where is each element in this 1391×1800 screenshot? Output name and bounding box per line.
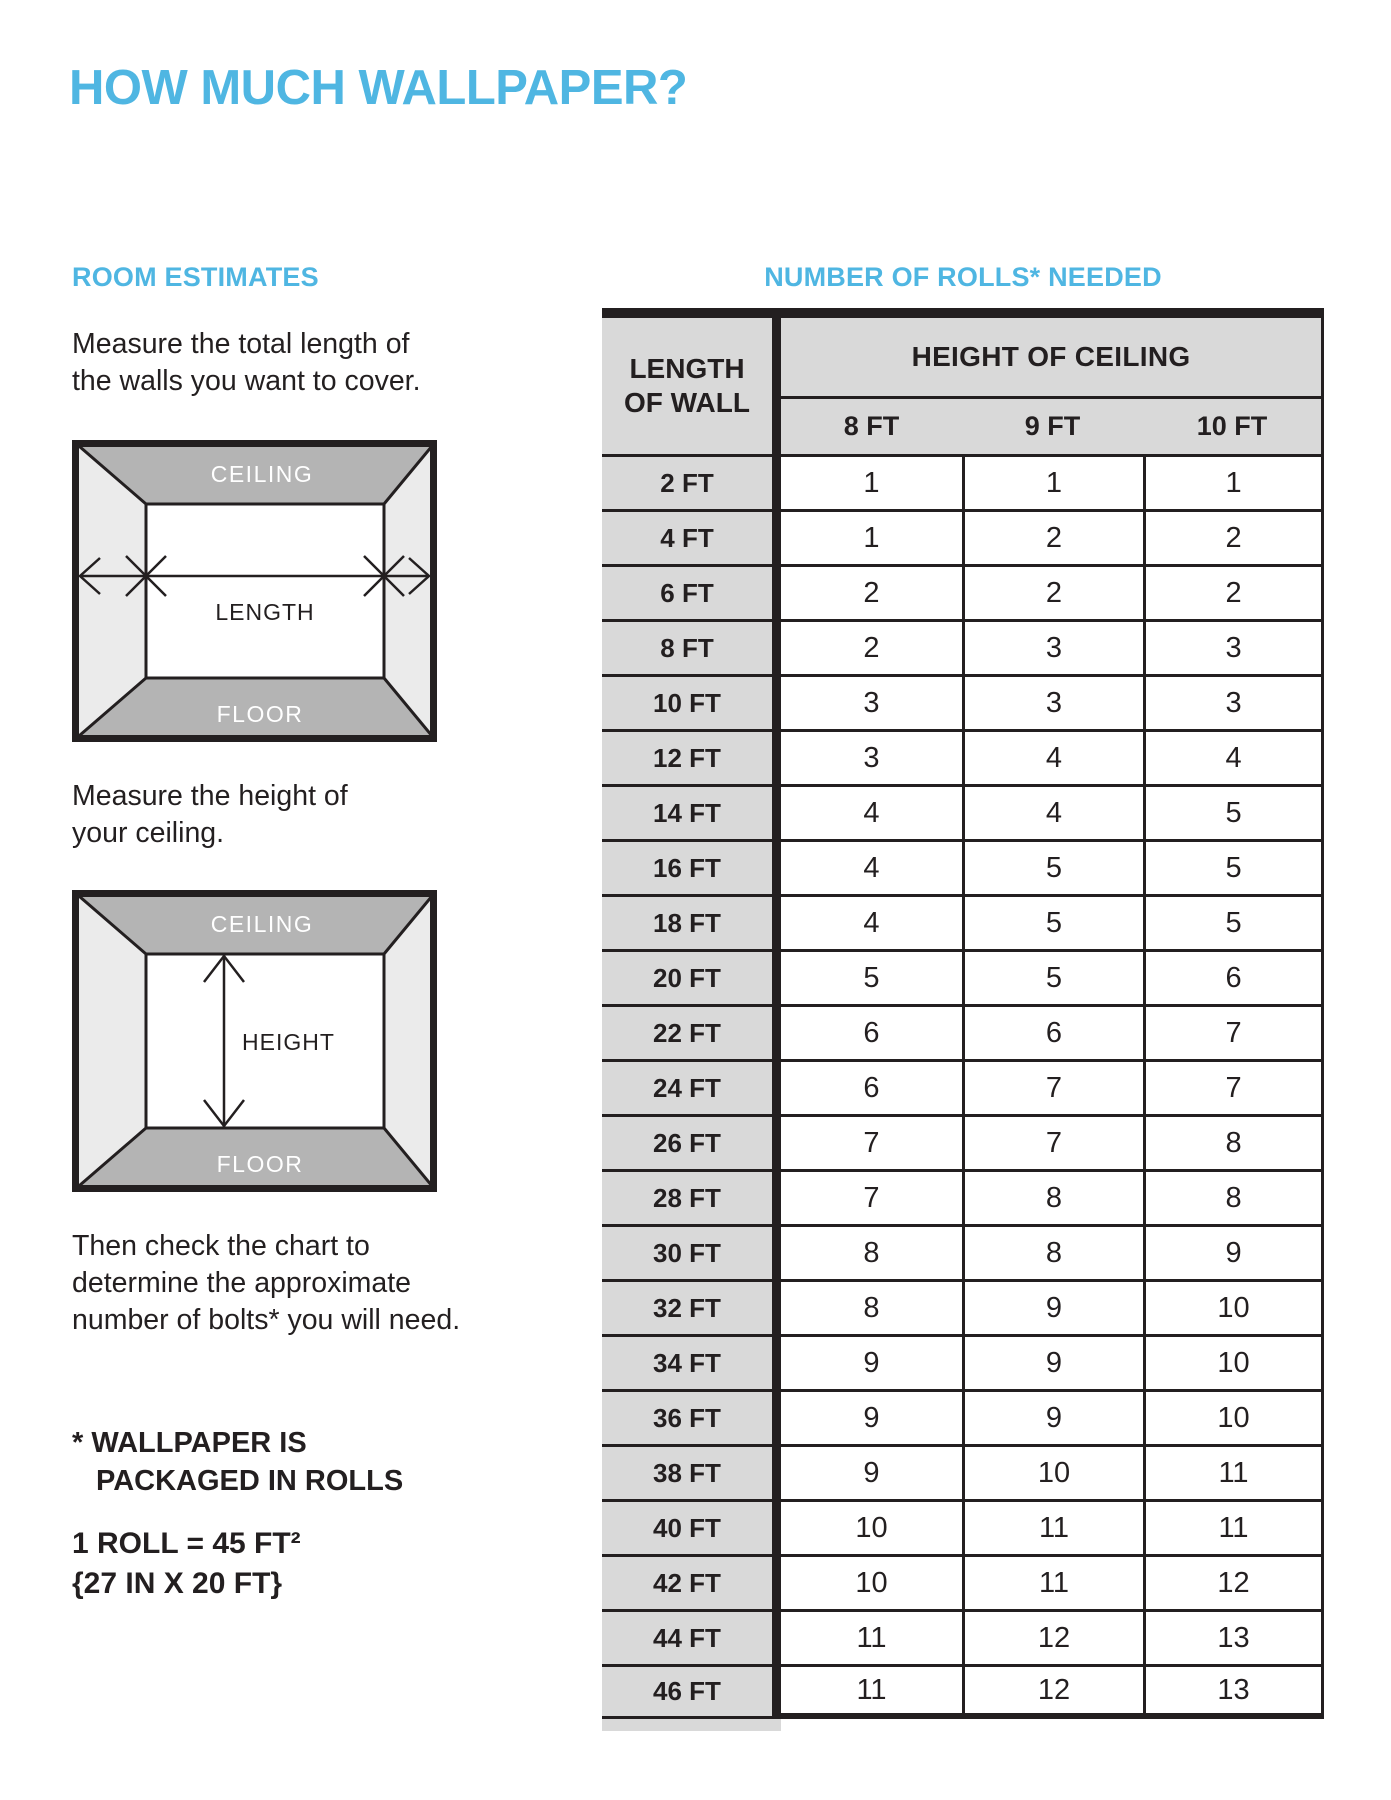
table-row — [602, 839, 1324, 894]
row-axis-header — [602, 318, 781, 454]
page-title: HOW MUCH WALLPAPER? — [69, 61, 688, 115]
rolls-value: 5 — [1143, 784, 1324, 839]
table-row — [602, 1059, 1324, 1114]
col-header-8ft: 8 FT — [781, 399, 962, 454]
table-body — [602, 454, 1324, 1719]
room-diagram-length — [72, 440, 437, 742]
rolls-value: 3 — [1143, 674, 1324, 729]
room-diagram-height — [72, 890, 437, 1192]
rolls-value: 13 — [1143, 1609, 1324, 1664]
instruction-step-1 — [72, 326, 421, 400]
rolls-value: 5 — [781, 949, 962, 1004]
table-row — [602, 894, 1324, 949]
rolls-value: 3 — [781, 729, 962, 784]
row-label: 6 FT — [602, 564, 781, 619]
rolls-value: 11 — [781, 1609, 962, 1664]
row-label: 44 FT — [602, 1609, 781, 1664]
rolls-value: 9 — [962, 1279, 1143, 1334]
rolls-value: 11 — [1143, 1444, 1324, 1499]
row-label: 38 FT — [602, 1444, 781, 1499]
instruction-step-2-line-1: Measure the height of — [72, 780, 348, 812]
length-measure-label: LENGTH — [215, 599, 315, 625]
row-label: 40 FT — [602, 1499, 781, 1554]
rolls-value: 9 — [781, 1444, 962, 1499]
rolls-value: 8 — [962, 1169, 1143, 1224]
rolls-value: 8 — [781, 1279, 962, 1334]
rolls-value: 12 — [962, 1664, 1143, 1719]
rolls-value: 4 — [962, 784, 1143, 839]
table-row — [602, 1279, 1324, 1334]
instruction-step-3-line-2: determine the approximate — [72, 1267, 412, 1299]
rolls-value: 7 — [1143, 1004, 1324, 1059]
rolls-value: 10 — [1143, 1389, 1324, 1444]
rolls-value: 3 — [962, 619, 1143, 674]
rolls-value: 8 — [781, 1224, 962, 1279]
row-label: 22 FT — [602, 1004, 781, 1059]
rolls-value: 1 — [962, 454, 1143, 509]
rolls-value: 2 — [962, 509, 1143, 564]
row-label: 16 FT — [602, 839, 781, 894]
instruction-step-2-line-2: your ceiling. — [72, 817, 225, 849]
table-row — [602, 1389, 1324, 1444]
row-label: 28 FT — [602, 1169, 781, 1224]
row-label: 18 FT — [602, 894, 781, 949]
rolls-value: 9 — [781, 1389, 962, 1444]
row-label: 36 FT — [602, 1389, 781, 1444]
rolls-value: 7 — [781, 1114, 962, 1169]
row-label: 10 FT — [602, 674, 781, 729]
height-measure-label: HEIGHT — [242, 1029, 335, 1055]
row-label: 26 FT — [602, 1114, 781, 1169]
rolls-value: 4 — [781, 839, 962, 894]
rolls-value: 4 — [781, 784, 962, 839]
ceiling-label: CEILING — [210, 461, 314, 487]
rolls-value: 9 — [781, 1334, 962, 1389]
rolls-value: 8 — [962, 1224, 1143, 1279]
row-label: 4 FT — [602, 509, 781, 564]
row-label: 30 FT — [602, 1224, 781, 1279]
rolls-value: 2 — [781, 619, 962, 674]
rolls-value: 6 — [781, 1004, 962, 1059]
section-heading-rolls-needed: NUMBER OF ROLLS* NEEDED — [764, 262, 1162, 292]
table-row — [602, 509, 1324, 564]
rolls-value: 8 — [1143, 1114, 1324, 1169]
table-row — [602, 1169, 1324, 1224]
row-label: 46 FT — [602, 1664, 781, 1719]
rolls-value: 7 — [962, 1114, 1143, 1169]
col-header-9ft: 9 FT — [962, 399, 1143, 454]
table-row — [602, 674, 1324, 729]
rolls-value: 3 — [1143, 619, 1324, 674]
row-label: 32 FT — [602, 1279, 781, 1334]
rolls-value: 1 — [781, 509, 962, 564]
rolls-value: 7 — [962, 1059, 1143, 1114]
floor-label: FLOOR — [216, 1151, 304, 1177]
rolls-value: 2 — [1143, 564, 1324, 619]
instruction-step-1-line-2: the walls you want to cover. — [72, 365, 421, 397]
rolls-value: 5 — [962, 839, 1143, 894]
rolls-value: 11 — [962, 1554, 1143, 1609]
col-header-10ft: 10 FT — [1143, 399, 1324, 454]
table-row — [602, 1224, 1324, 1279]
wallpaper-rolls-footnote — [72, 1424, 403, 1500]
footnote-line-1: * WALLPAPER IS — [72, 1427, 307, 1459]
rolls-value: 10 — [962, 1444, 1143, 1499]
table-row — [602, 1334, 1324, 1389]
header-row-1 — [602, 318, 1324, 399]
row-label: 24 FT — [602, 1059, 781, 1114]
row-label: 42 FT — [602, 1554, 781, 1609]
instruction-step-3-line-1: Then check the chart to — [72, 1230, 370, 1262]
room-back-wall-face — [146, 504, 384, 678]
instruction-step-3-line-3: number of bolts* you will need. — [72, 1304, 461, 1336]
rolls-value: 1 — [1143, 454, 1324, 509]
rolls-value: 5 — [962, 894, 1143, 949]
table-row — [602, 564, 1324, 619]
floor-label: FLOOR — [216, 701, 304, 727]
rolls-value: 7 — [781, 1169, 962, 1224]
rolls-value: 4 — [962, 729, 1143, 784]
rolls-value: 9 — [1143, 1224, 1324, 1279]
table-row — [602, 1609, 1324, 1664]
roll-size-spec — [72, 1524, 301, 1604]
rolls-value: 10 — [1143, 1279, 1324, 1334]
row-label: 20 FT — [602, 949, 781, 1004]
rolls-value: 2 — [962, 564, 1143, 619]
rolls-value: 5 — [1143, 894, 1324, 949]
table-row — [602, 619, 1324, 674]
rolls-value: 5 — [962, 949, 1143, 1004]
ceiling-label: CEILING — [210, 911, 314, 937]
rolls-value: 4 — [781, 894, 962, 949]
row-axis-header-line-1: LENGTH — [629, 353, 745, 384]
table-row — [602, 454, 1324, 509]
section-heading-room-estimates: ROOM ESTIMATES — [72, 262, 319, 292]
row-label: 34 FT — [602, 1334, 781, 1389]
table-row — [602, 949, 1324, 1004]
rolls-value: 13 — [1143, 1664, 1324, 1719]
table-row — [602, 1004, 1324, 1059]
rolls-value: 10 — [781, 1554, 962, 1609]
rolls-value: 11 — [1143, 1499, 1324, 1554]
row-label: 12 FT — [602, 729, 781, 784]
rolls-value: 3 — [962, 674, 1143, 729]
rolls-value: 10 — [781, 1499, 962, 1554]
rolls-needed-table — [602, 308, 1324, 1719]
rolls-value: 2 — [781, 564, 962, 619]
table-row — [602, 784, 1324, 839]
rolls-value: 2 — [1143, 509, 1324, 564]
rolls-value: 11 — [962, 1499, 1143, 1554]
table-row — [602, 1664, 1324, 1719]
rolls-value: 12 — [962, 1609, 1143, 1664]
rolls-value: 11 — [781, 1664, 962, 1719]
rolls-value: 9 — [962, 1389, 1143, 1444]
rolls-value: 8 — [1143, 1169, 1324, 1224]
row-label: 2 FT — [602, 454, 781, 509]
instruction-step-1-line-1: Measure the total length of — [72, 328, 410, 360]
table-row — [602, 1499, 1324, 1554]
roll-size-line-1: 1 ROLL = 45 FT² — [72, 1527, 301, 1560]
rolls-value: 12 — [1143, 1554, 1324, 1609]
table-row — [602, 729, 1324, 784]
rolls-value: 7 — [1143, 1059, 1324, 1114]
table-row — [602, 1554, 1324, 1609]
rolls-value: 6 — [781, 1059, 962, 1114]
rolls-value: 4 — [1143, 729, 1324, 784]
footnote-line-2: PACKAGED IN ROLLS — [96, 1465, 404, 1497]
rolls-value: 5 — [1143, 839, 1324, 894]
label-column-stub — [602, 1719, 781, 1731]
instruction-step-3 — [72, 1228, 460, 1339]
rolls-value: 3 — [781, 674, 962, 729]
rolls-value: 9 — [962, 1334, 1143, 1389]
rolls-value: 6 — [1143, 949, 1324, 1004]
rolls-value: 6 — [962, 1004, 1143, 1059]
row-label: 14 FT — [602, 784, 781, 839]
col-axis-header: HEIGHT OF CEILING — [781, 318, 1324, 399]
roll-size-line-2: {27 IN X 20 FT} — [72, 1567, 283, 1600]
table-row — [602, 1114, 1324, 1169]
row-axis-header-line-2: OF WALL — [624, 387, 750, 418]
rolls-value: 10 — [1143, 1334, 1324, 1389]
table-header — [602, 318, 1324, 454]
instruction-step-2 — [72, 778, 348, 852]
row-label: 8 FT — [602, 619, 781, 674]
rolls-value: 1 — [781, 454, 962, 509]
table-row — [602, 1444, 1324, 1499]
